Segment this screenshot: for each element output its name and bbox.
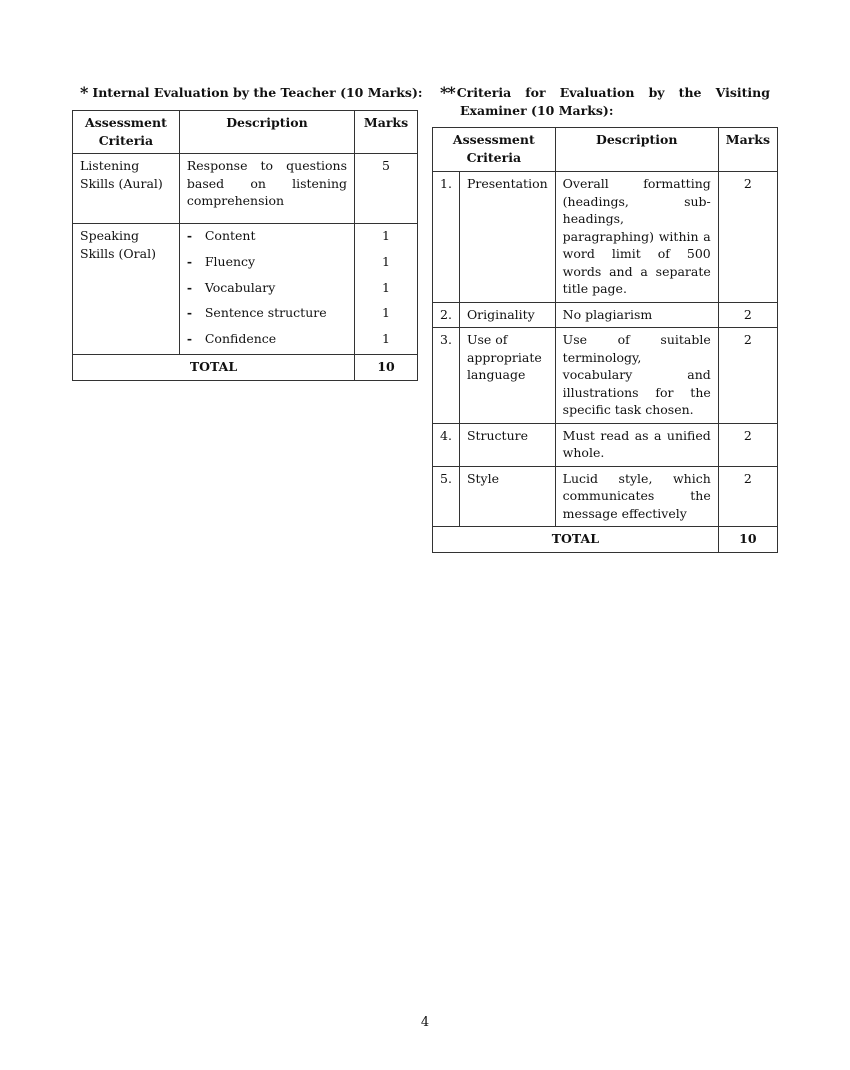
row-number: 2. — [433, 302, 460, 328]
table-row — [433, 172, 778, 303]
marks-cell: 2 — [718, 466, 777, 527]
marks-cell: 5 — [355, 154, 418, 224]
total-value: 10 — [355, 355, 418, 381]
list-item: - Fluency — [186, 253, 256, 269]
marks-cell: 2 — [718, 423, 777, 466]
speaking-subcriteria-list — [187, 227, 347, 350]
description-cell: No plagiarism — [555, 302, 718, 328]
table-header-row — [433, 128, 778, 172]
internal-evaluation-table — [72, 110, 418, 381]
marks-cell: 2 — [718, 302, 777, 328]
total-label: TOTAL — [433, 527, 719, 553]
double-asterisk-marker: ** — [440, 83, 455, 102]
criteria-cell: Use of appropriate language — [459, 328, 555, 424]
header-marks: Marks — [718, 128, 777, 172]
description-cell: Overall formatting (headings, sub-headings, paragraphing) within a word limit of 500 words and a separate title page. — [555, 172, 718, 303]
internal-evaluation-title: Internal Evaluation by the Teacher (10 Marks): — [92, 85, 423, 100]
description-cell: Use of suitable terminology, vocabulary and illustrations for the specific task chosen. — [555, 328, 718, 424]
header-description: Description — [555, 128, 718, 172]
marks-cell: 2 — [718, 172, 777, 303]
header-assessment-criteria: Assessment Criteria — [433, 128, 556, 172]
header-marks: Marks — [355, 111, 418, 154]
marks-cell: 1 1 1 1 1 — [355, 224, 418, 355]
description-cell: Response to questions based on listening comprehension — [179, 154, 354, 224]
list-item: - Vocabulary — [186, 279, 276, 295]
heading-line-1: ** Criteria for Evaluation by the Visiting — [440, 83, 770, 102]
row-number: 4. — [433, 423, 460, 466]
total-row — [73, 355, 418, 381]
table-row — [433, 302, 778, 328]
criteria-cell: Originality — [459, 302, 555, 328]
criteria-cell: Structure — [459, 423, 555, 466]
row-number: 1. — [433, 172, 460, 303]
header-assessment-criteria: Assessment Criteria — [73, 111, 180, 154]
criteria-cell: Style — [459, 466, 555, 527]
heading-line-2: Examiner (10 Marks): — [460, 103, 614, 118]
page-number: 4 — [420, 1015, 430, 1030]
total-value: 10 — [718, 527, 777, 553]
table-row — [433, 328, 778, 424]
marks-cell: 2 — [718, 328, 777, 424]
list-item: - Confidence — [186, 331, 277, 347]
internal-evaluation-heading — [80, 84, 422, 102]
total-label: TOTAL — [73, 355, 355, 381]
asterisk-marker: * — [80, 83, 89, 102]
description-cell: Must read as a unified whole. — [555, 423, 718, 466]
visiting-examiner-table — [432, 127, 778, 553]
description-cell: Lucid style, which communicates the message effectively — [555, 466, 718, 527]
table-row — [433, 466, 778, 527]
total-row — [433, 527, 778, 553]
row-number: 5. — [433, 466, 460, 527]
list-item: - Sentence structure — [186, 305, 327, 321]
table-row — [73, 154, 418, 224]
table-row — [433, 423, 778, 466]
row-number: 3. — [433, 328, 460, 424]
criteria-cell: Listening Skills (Aural) — [73, 154, 180, 224]
visiting-examiner-heading — [440, 84, 770, 120]
list-item: - Content — [186, 228, 256, 243]
criteria-cell: Speaking Skills (Oral) — [73, 224, 180, 355]
criteria-cell: Presentation — [459, 172, 555, 303]
table-row — [73, 224, 418, 355]
header-description: Description — [179, 111, 354, 154]
table-header-row — [73, 111, 418, 154]
description-cell — [179, 224, 354, 355]
